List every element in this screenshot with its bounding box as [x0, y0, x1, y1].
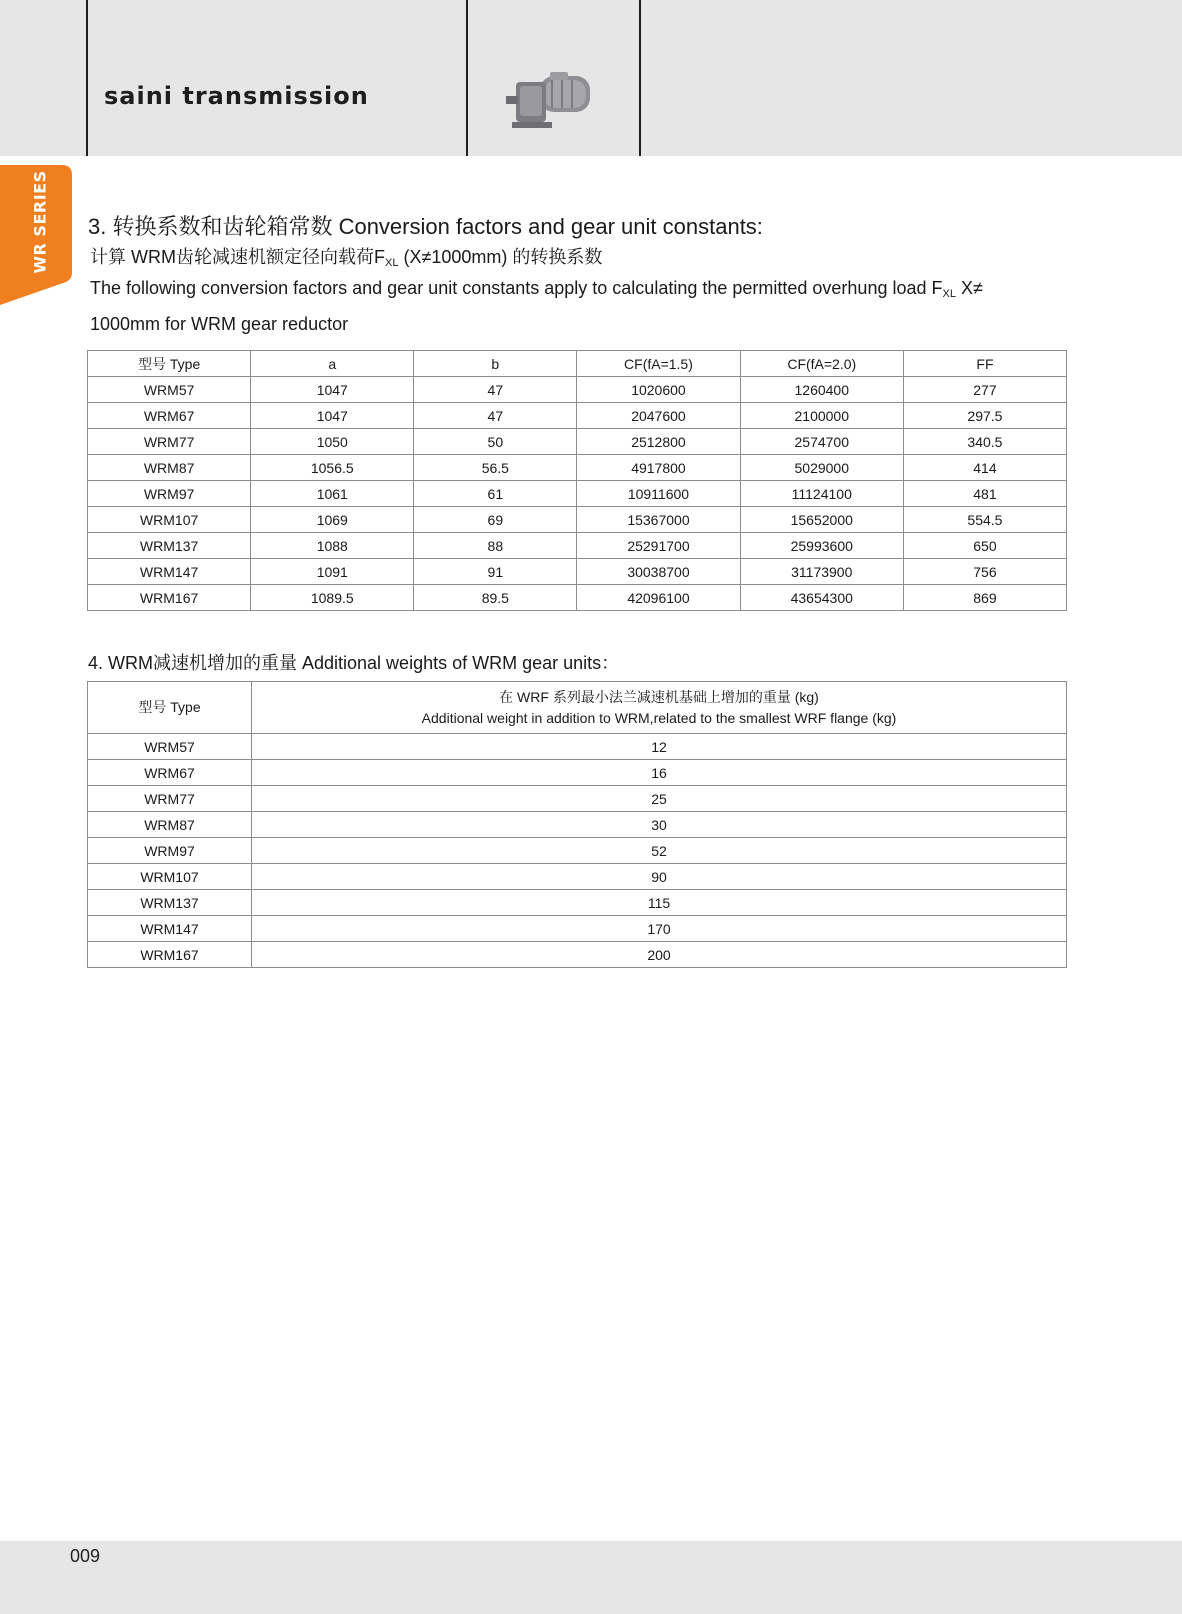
- type-cell: WRM107: [88, 864, 252, 890]
- value-cell: 115: [252, 890, 1067, 916]
- value-cell: 414: [903, 455, 1066, 481]
- value-cell: 869: [903, 585, 1066, 611]
- type-cell: WRM57: [88, 734, 252, 760]
- type-cell: WRM167: [88, 585, 251, 611]
- value-cell: 31173900: [740, 559, 903, 585]
- type-cell: WRM57: [88, 377, 251, 403]
- value-cell: 756: [903, 559, 1066, 585]
- value-cell: 5029000: [740, 455, 903, 481]
- type-cell: WRM147: [88, 559, 251, 585]
- value-cell: 554.5: [903, 507, 1066, 533]
- value-cell: 89.5: [414, 585, 577, 611]
- value-cell: 30: [252, 812, 1067, 838]
- value-cell: 1020600: [577, 377, 740, 403]
- table-row: [88, 377, 1067, 403]
- value-cell: 170: [252, 916, 1067, 942]
- value-cell: 1088: [251, 533, 414, 559]
- additional-weights-table: [87, 681, 1067, 968]
- table-row: [88, 403, 1067, 429]
- subscript: XL: [942, 288, 956, 300]
- value-cell: 12: [252, 734, 1067, 760]
- value-cell: 69: [414, 507, 577, 533]
- subtitle-text: (X≠1000mm) 的转换系数: [398, 247, 603, 267]
- table-row: [88, 812, 1067, 838]
- type-cell: WRM137: [88, 533, 251, 559]
- value-cell: 15367000: [577, 507, 740, 533]
- value-cell: 4917800: [577, 455, 740, 481]
- table-row: [88, 916, 1067, 942]
- column-header: b: [414, 351, 577, 377]
- table-header-row: [88, 351, 1067, 377]
- table-header-row: [88, 682, 1067, 734]
- value-cell: 43654300: [740, 585, 903, 611]
- value-cell: 200: [252, 942, 1067, 968]
- type-cell: WRM67: [88, 403, 251, 429]
- column-header: FF: [903, 351, 1066, 377]
- table-row: [88, 890, 1067, 916]
- table-row: [88, 559, 1067, 585]
- section-4-title: 4. WRM减速机增加的重量 Additional weights of WRM gear units：: [88, 653, 620, 673]
- table-row: [88, 734, 1067, 760]
- value-cell: 88: [414, 533, 577, 559]
- value-cell: 56.5: [414, 455, 577, 481]
- table-row: [88, 786, 1067, 812]
- column-header: 型号 Type: [88, 682, 252, 734]
- type-cell: WRM107: [88, 507, 251, 533]
- column-header: 型号 Type: [88, 351, 251, 377]
- type-cell: WRM67: [88, 760, 252, 786]
- value-cell: 2047600: [577, 403, 740, 429]
- value-cell: 650: [903, 533, 1066, 559]
- value-cell: 15652000: [740, 507, 903, 533]
- value-cell: 42096100: [577, 585, 740, 611]
- value-cell: 11124100: [740, 481, 903, 507]
- type-cell: WRM167: [88, 942, 252, 968]
- value-cell: 50: [414, 429, 577, 455]
- value-cell: 2100000: [740, 403, 903, 429]
- value-cell: 1050: [251, 429, 414, 455]
- value-cell: 91: [414, 559, 577, 585]
- value-cell: 90: [252, 864, 1067, 890]
- series-label: WR SERIES: [30, 170, 50, 274]
- type-cell: WRM97: [88, 481, 251, 507]
- table-row: [88, 481, 1067, 507]
- table-row: [88, 533, 1067, 559]
- value-cell: 10911600: [577, 481, 740, 507]
- description-text: The following conversion factors and gear unit constants apply to calculating the permitted overhung load F: [90, 278, 943, 298]
- value-cell: 1047: [251, 377, 414, 403]
- type-cell: WRM77: [88, 429, 251, 455]
- header-divider: [86, 0, 88, 156]
- value-cell: 297.5: [903, 403, 1066, 429]
- table-row: [88, 760, 1067, 786]
- description-text: X≠ 1000mm for WRM gear reductor: [90, 278, 983, 334]
- conversion-factors-table: [87, 350, 1067, 611]
- value-cell: 1061: [251, 481, 414, 507]
- value-cell: 2574700: [740, 429, 903, 455]
- table-row: [88, 838, 1067, 864]
- section-3-title: 3. 转换系数和齿轮箱常数 Conversion factors and gear unit constants:: [88, 214, 763, 239]
- header-divider: [639, 0, 641, 156]
- subscript: XL: [384, 257, 399, 269]
- value-cell: 61: [414, 481, 577, 507]
- value-cell: 25291700: [577, 533, 740, 559]
- value-cell: 47: [414, 403, 577, 429]
- table-row: [88, 429, 1067, 455]
- type-cell: WRM137: [88, 890, 252, 916]
- table-row: [88, 942, 1067, 968]
- type-cell: WRM77: [88, 786, 252, 812]
- header-line-cn: 在 WRF 系列最小法兰减速机基础上增加的重量 (kg): [499, 688, 819, 705]
- value-cell: 1047: [251, 403, 414, 429]
- page-footer: [0, 1541, 1182, 1614]
- value-cell: 52: [252, 838, 1067, 864]
- value-cell: 1056.5: [251, 455, 414, 481]
- value-cell: 25: [252, 786, 1067, 812]
- gear-motor-image: [504, 70, 604, 134]
- column-header: CF(fA=2.0): [740, 351, 903, 377]
- header-line-en: Additional weight in addition to WRM,related to the smallest WRF flange (kg): [421, 709, 897, 726]
- value-cell: 1069: [251, 507, 414, 533]
- section-3-description: [90, 273, 1050, 339]
- value-cell: 16: [252, 760, 1067, 786]
- value-cell: 340.5: [903, 429, 1066, 455]
- value-cell: 30038700: [577, 559, 740, 585]
- subtitle-text: 计算 WRM齿轮减速机额定径向载荷F: [90, 247, 385, 267]
- table-row: [88, 507, 1067, 533]
- value-cell: 2512800: [577, 429, 740, 455]
- section-3-subtitle: [90, 243, 602, 269]
- value-cell: 47: [414, 377, 577, 403]
- column-header: [252, 682, 1067, 734]
- type-cell: WRM87: [88, 455, 251, 481]
- value-cell: 277: [903, 377, 1066, 403]
- table-row: [88, 864, 1067, 890]
- value-cell: 25993600: [740, 533, 903, 559]
- value-cell: 481: [903, 481, 1066, 507]
- header-divider: [466, 0, 468, 156]
- brand-logo: saini transmission: [104, 82, 369, 110]
- type-cell: WRM97: [88, 838, 252, 864]
- value-cell: 1091: [251, 559, 414, 585]
- type-cell: WRM147: [88, 916, 252, 942]
- page-number: 009: [70, 1546, 101, 1566]
- table-row: [88, 585, 1067, 611]
- table-row: [88, 455, 1067, 481]
- type-cell: WRM87: [88, 812, 252, 838]
- value-cell: 1089.5: [251, 585, 414, 611]
- value-cell: 1260400: [740, 377, 903, 403]
- column-header: a: [251, 351, 414, 377]
- column-header: CF(fA=1.5): [577, 351, 740, 377]
